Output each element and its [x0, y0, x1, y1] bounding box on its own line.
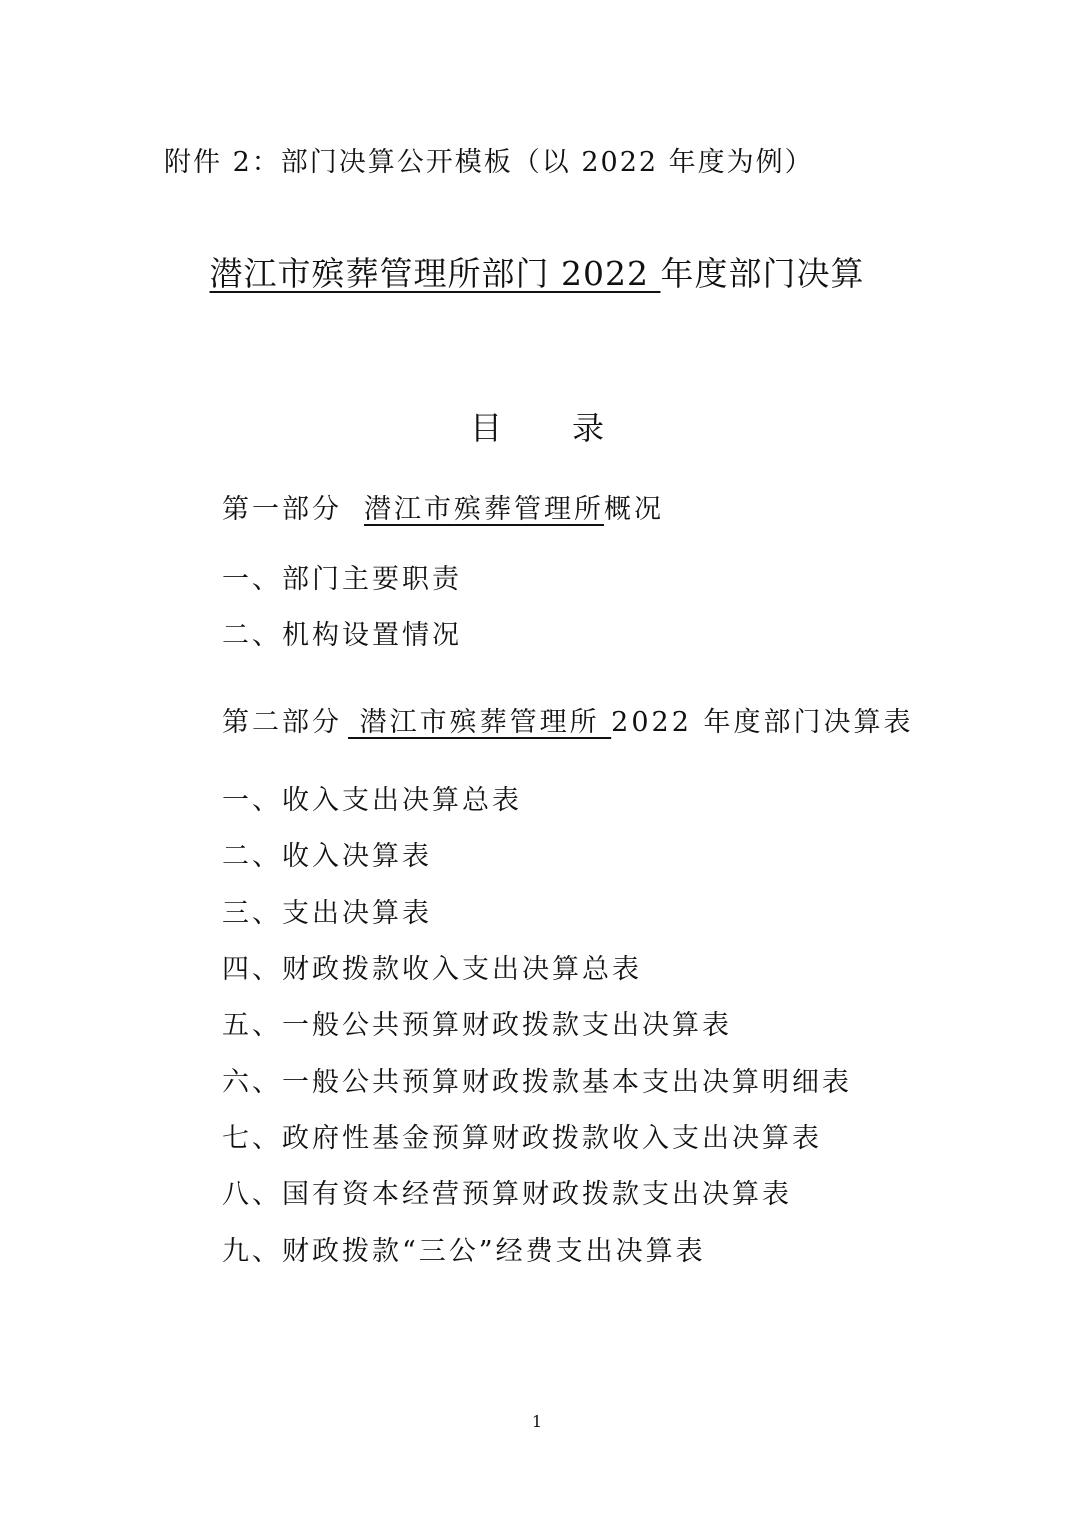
- toc-item: 四、财政拨款收入支出决算总表: [222, 954, 642, 985]
- toc-heading-left: 目: [469, 409, 502, 447]
- part1-label: 第一部分: [222, 494, 342, 525]
- toc-item: 八、国有资本经营预算财政拨款支出决算表: [222, 1179, 792, 1210]
- toc-item: 三、支出决算表: [222, 898, 432, 929]
- part2-heading: [222, 700, 913, 739]
- document-title-rest: 年度部门决算: [660, 254, 865, 293]
- part2-label: 第二部分: [222, 707, 342, 738]
- page-number: 1: [531, 1412, 543, 1431]
- toc-item: 七、政府性基金预算财政拨款收入支出决算表: [222, 1123, 822, 1154]
- toc-item: 六、一般公共预算财政拨款基本支出决算明细表: [222, 1067, 852, 1098]
- toc-item: 一、收入支出决算总表: [222, 785, 522, 816]
- document-title-underlined: 潜江市殡葬管理所部门 2022: [209, 254, 661, 293]
- toc-item: 二、机构设置情况: [222, 620, 462, 651]
- toc-heading: [0, 403, 1074, 449]
- toc-item: 五、一般公共预算财政拨款支出决算表: [222, 1010, 732, 1041]
- toc-item: 九、财政拨款“三公”经费支出决算表: [222, 1236, 706, 1267]
- toc-item: 二、收入决算表: [222, 841, 432, 872]
- part1-rest: 概况: [604, 494, 664, 525]
- document-title: [0, 248, 1074, 295]
- part2-underlined: 潜江市殡葬管理所: [348, 707, 612, 738]
- part1-underlined: 潜江市殡葬管理所: [364, 494, 604, 525]
- part2-rest: 2022 年度部门决算表: [611, 707, 914, 738]
- toc-item: 一、部门主要职责: [222, 564, 462, 595]
- attachment-line: 附件 2：部门决算公开模板（以 2022 年度为例）: [164, 147, 814, 178]
- part1-heading: [222, 487, 664, 526]
- toc-heading-right: 录: [572, 409, 605, 447]
